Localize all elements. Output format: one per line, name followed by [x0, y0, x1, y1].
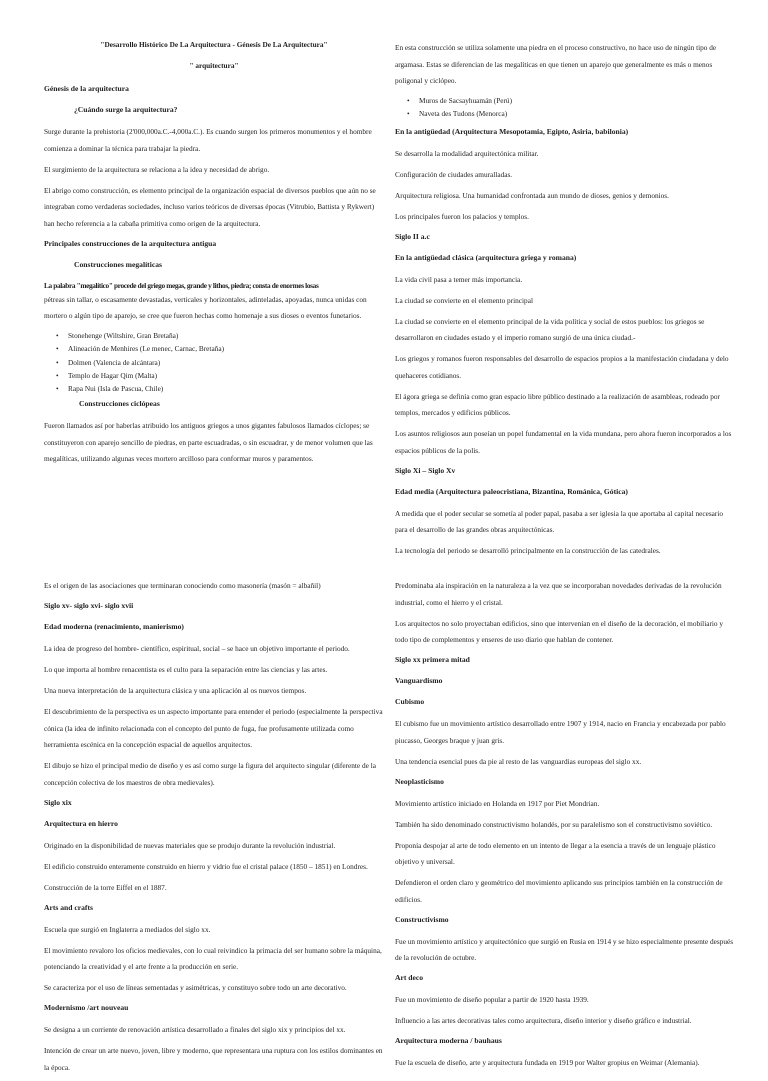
- paragraph: Se designa a un corriente de renovación artística desarrollado a finales del siglo xix y principios del xx.: [44, 1025, 346, 1034]
- paragraph: Se desarrolla la modalidad arquitectónica militar.: [395, 148, 539, 158]
- paragraph: Fue un movimiento de diseño popular a partir de 1920 hasta 1939.: [395, 995, 589, 1004]
- heading-arquitectura-hierro: Arquitectura en hierro: [44, 818, 118, 828]
- heading-megaliticas: Construcciones megalíticas: [74, 259, 162, 269]
- paragraph: Originado en la disponibilidad de nuevas materiales que se produjo durante la revolución industrial.: [44, 840, 336, 850]
- heading-siglo-ii: Siglo II a.c: [395, 231, 430, 241]
- paragraph: Una tendencia esencial pues da pie al resto de las vanguardias europeas del siglo xx.: [395, 756, 642, 766]
- paragraph: La idea de progreso del hombre- científico, espiritual, social – se hace un objetivo importante el periodo.: [44, 644, 350, 653]
- paragraph: La vida civil pasa a temer más importancia.: [395, 274, 523, 284]
- megaliticas-list: [44, 329, 384, 395]
- paragraph: El movimiento revaloro los oficios medievales, con lo cual reivindico la primacia del ser humano sobre la máquina, potenciando la creatividad y el arte frente a la producción en serie.: [44, 945, 382, 971]
- paragraph: El cubismo fue un movimiento artístico desarrollado entre 1907 y 1914, nacio en Francia y encabezada por pablo piucasso, Georges braque y juan gris.: [395, 719, 726, 745]
- heading-cuando-surge: ¿Cuándo surge la arquitectura?: [74, 105, 178, 114]
- heading-siglo-xix: Siglo xix: [44, 797, 72, 807]
- paragraph: Construcción de la torre Eiffel en el 1887.: [44, 882, 167, 892]
- heading-principales: Principales construcciones de la arquitectura antigua: [44, 238, 217, 248]
- heading-genesis: Génesis de la arquitectura: [44, 84, 129, 93]
- page2-right-column: [395, 578, 735, 1076]
- paragraph: Fue la escuela de diseño, arte y arquitectura fundada en 1919 por Walter gropius en Weimar (Alemania).: [395, 1058, 700, 1067]
- paragraph: Movimiento artístico iniciado en Holanda en 1917 por Piet Mondrian.: [395, 798, 600, 808]
- paragraph: Lo que importa al hombre renacentista es el culto para la separación entre las ciencias y las artes.: [44, 665, 328, 674]
- page1-left-column: [44, 40, 384, 472]
- paragraph: A medida que el poder secular se sometía al poder papal, pasaba a ser iglesia la que aportaba al capital necesario para el desarrollo de las grandes obras arquitectónicas.: [395, 508, 724, 535]
- paragraph: Una nueva interpretación de la arquitectura clásica y una aplicación al os nuevos tiempos.: [44, 686, 307, 695]
- paragraph: Arquitectura religiosa. Una humanidad confrontada aun mundo de dioses, genios y demonios.: [395, 190, 669, 200]
- bullet-icon: •: [56, 384, 59, 394]
- paragraph-megalitico-bold: La palabra "megalítico" procede del griego megas, grande y lithos, piedra; consta de enormes losas: [44, 280, 319, 290]
- document-subtitle: " arquitectura": [189, 61, 239, 70]
- list-item: • Stonehenge (Wiltshire, Gran Bretaña): [56, 329, 384, 342]
- page1-right-column: [395, 40, 735, 564]
- bullet-icon: •: [56, 331, 59, 340]
- paragraph: Los asuntos religiosos aun poseían un popel fundamental en la vida mundana, pero ahora fueron incorporados a los espacios públicos de la polis.: [395, 429, 732, 455]
- heading-modernismo: Modernismo /art nouveau: [44, 1003, 129, 1012]
- heading-siglo-xv-xvii: Siglo xv- siglo xvi- siglo xvii: [44, 601, 134, 610]
- list-item: • Muros de Sacsayhuamán (Perú): [407, 94, 735, 107]
- paragraph: Los principales fueron los palacios y templos.: [395, 211, 529, 221]
- paragraph: El surgimiento de la arquitectura se relaciona a la idea y necesidad de abrigo.: [44, 164, 270, 174]
- list-item: • Dolmen (Valencia de alcántara): [56, 356, 384, 369]
- paragraph: La tecnología del periodo se desarrolló principalmente en la construcción de las catedrales.: [395, 546, 661, 556]
- paragraph: El ágora griega se definía como gran espacio libre público destinado a la realización de asambleas, rodeado por templos, mercados y edificios públicos.: [395, 391, 720, 418]
- list-item: • Naveta des Tudons (Menorca): [407, 107, 735, 120]
- paragraph: Fue un movimiento artístico y arquitectónico que surgió en Rusia en 1914 y se hizo especialmente presente después de la revolución de octubre.: [395, 936, 734, 962]
- list-item: • Alineación de Menhires (Le menec, Carnac, Bretaña): [56, 342, 384, 355]
- paragraph: Surge durante la prehistoria (2'000,000a.C.-4,000a.C.). Es cuando surgen los primeros monumentos y el hombre comienza a dominar la técnica para trabajar la piedra.: [44, 127, 372, 153]
- paragraph: Configuración de ciudades amuralladas.: [395, 169, 513, 179]
- paragraph: pétreas sin tallar, o escasamente devastadas, verticales y horizontales, adinteladas, apoyadas, nunca unidas con mortero o algún tipo de aparejo, se cree que fueron hechas como homenaje a sus dioses o eventos funetarios.: [44, 294, 367, 320]
- heading-art-deco: Art deco: [395, 973, 424, 982]
- paragraph: El edificio construido enteramente construido en hierro y vidrio fue el cristal palace (1850 – 1851) en Londres.: [44, 861, 368, 871]
- bullet-icon: •: [56, 370, 59, 380]
- bullet-icon: •: [407, 96, 410, 105]
- heading-antiguedad-clasica: En la antigüedad clásica (arquitectura griega y romana): [395, 252, 577, 262]
- paragraph: Es el origen de las asociaciones que terminaran conociendo como masonería (masón = albañil): [44, 581, 321, 590]
- heading-siglo-xx: Siglo xx primera mitad: [395, 655, 470, 664]
- heading-arts-and-crafts: Arts and crafts: [44, 902, 93, 912]
- heading-vanguardismo: Vanguardismo: [395, 676, 443, 685]
- paragraph: En esta construcción se utiliza solamente una piedra en el proceso constructivo, no hace uso de ningún tipo de argamasa. Estas se diferencian de las megalíticas en que tienen un aparejo que generalmente es más o menos poligonal y ciclópeo.: [395, 43, 717, 85]
- paragraph: Los arquitectos no solo proyectaban edificios, sino que intervenían en el diseño de la decoración, el mobiliario y todo tipo de complementos y enseres de uso diario que hablan de contener.: [395, 618, 724, 644]
- heading-edad-moderna: Edad moderna (renacimiento, manierismo): [44, 622, 184, 631]
- ciclopeas-list: [395, 94, 735, 121]
- paragraph: También ha sido denominado constructivismo holandés, por su paralelismo son el constructivismo soviético.: [395, 819, 713, 829]
- paragraph: Defendieron el orden claro y geométrico del movimiento aplicando sus principios también en la construcción de edificios.: [395, 878, 723, 904]
- paragraph: Influencio a las artes decorativas tales como arquitectura, diseño interior y diseño gráfico e industrial.: [395, 1016, 692, 1025]
- paragraph: Intención de crear un arte nuevo, joven, libre y moderno, que representara una ruptura con los estilos dominantes en la época.: [44, 1046, 383, 1072]
- heading-constructivismo: Constructivismo: [395, 914, 449, 924]
- heading-antiguedad: En la antigüedad (Arquitectura Mesopotamia, Egipto, Asiria, babilonia): [395, 126, 629, 136]
- document-title: "Desarrollo Histórico De La Arquitectura - Génesis De La Arquitectura": [100, 40, 328, 49]
- paragraph: El dibujo se hizo el principal medio de diseño y es así como surge la figura del arquitecto singular (diferente de la concepción colectiva de los maestros de obra medievales).: [44, 761, 376, 787]
- bullet-icon: •: [407, 109, 410, 119]
- heading-ciclopeas: Construcciones ciclópeas: [79, 399, 160, 409]
- paragraph: La ciudad se convierte en el elemento principal de la vida política y social de estos pueblos: los griegos se desarrollaron en ciudades estado y el imperio romano surgió de una única ciudad.-: [395, 316, 705, 343]
- paragraph: Escuela que surgió en Inglaterra a mediados del siglo xx.: [44, 924, 211, 934]
- paragraph: Se caracteriza por el uso de líneas sementadas y asimétricas, y constituyo sobre todo un arte decorativo.: [44, 983, 347, 992]
- page2-left-column: [44, 578, 384, 1081]
- paragraph: Los griegos y romanos fueron responsables del desarrollo de espacios propios a la manifestación ciudadana y delo quehaceres cotidianos.: [395, 354, 729, 380]
- bullet-icon: •: [56, 357, 59, 367]
- bullet-icon: •: [56, 344, 59, 354]
- paragraph: El descubrimiento de la perspectiva es un aspecto importante para entender el periodo (especialmente la perspectiva cónica (la idea de infinito relacionada con el concepto del punto de fuga, fue profusamente utilizada como herramienta escénica en la concepción espacial de aquellos arquitectos.: [44, 707, 383, 749]
- paragraph: El abrigo como construcción, es elemento principal de la organización espacial de diversos pueblos que aún no se integraban como verdaderas sociedades, incluso varios teóricos de diversas épocas (Vitrubio, Battista y Rykwert) han hecho referencia a la cabaña primitiva como origen de la arquitectura.: [44, 185, 376, 228]
- list-item: • Templo de Hagar Qim (Malta): [56, 369, 384, 382]
- heading-siglo-xi-xv: Siglo Xi – Siglo Xv: [395, 465, 456, 475]
- paragraph: Fueron llamados así por haberlas atribuido los antiguos griegos a unos gigantes fabulosos llamados cíclopes; se constituyeron con aparejo sencillo de piedras, en parte escuadradas, o sin escuadrar, y de menor volumen que las megalíticas, utilizando algunas veces mortero arcilloso para conformar muros y paramentos.: [44, 421, 373, 464]
- paragraph: Predominaba ala inspiración en la naturaleza a la vez que se incorporaban novedades derivadas de la revolución industrial, como el hierro y el cristal.: [395, 581, 722, 607]
- heading-neoplasticismo: Neoplasticismo: [395, 776, 444, 786]
- heading-cubismo: Cubismo: [395, 697, 425, 706]
- heading-edad-media: Edad media (Arquitectura paleocristiana, Bizantina, Románica, Gótica): [395, 486, 628, 496]
- paragraph: Proponía despojar al arte de todo elemento en un intento de llegar a la esencia a través de un lenguaje plástico objetivo y universal.: [395, 840, 716, 866]
- list-item: • Rapa Nui (Isla de Pascua, Chile): [56, 382, 384, 395]
- document-page-2: [0, 530, 768, 1072]
- heading-bauhaus: Arquitectura moderna / bauhaus: [395, 1036, 502, 1045]
- paragraph: La ciudad se convierte en el elemento principal: [395, 295, 533, 305]
